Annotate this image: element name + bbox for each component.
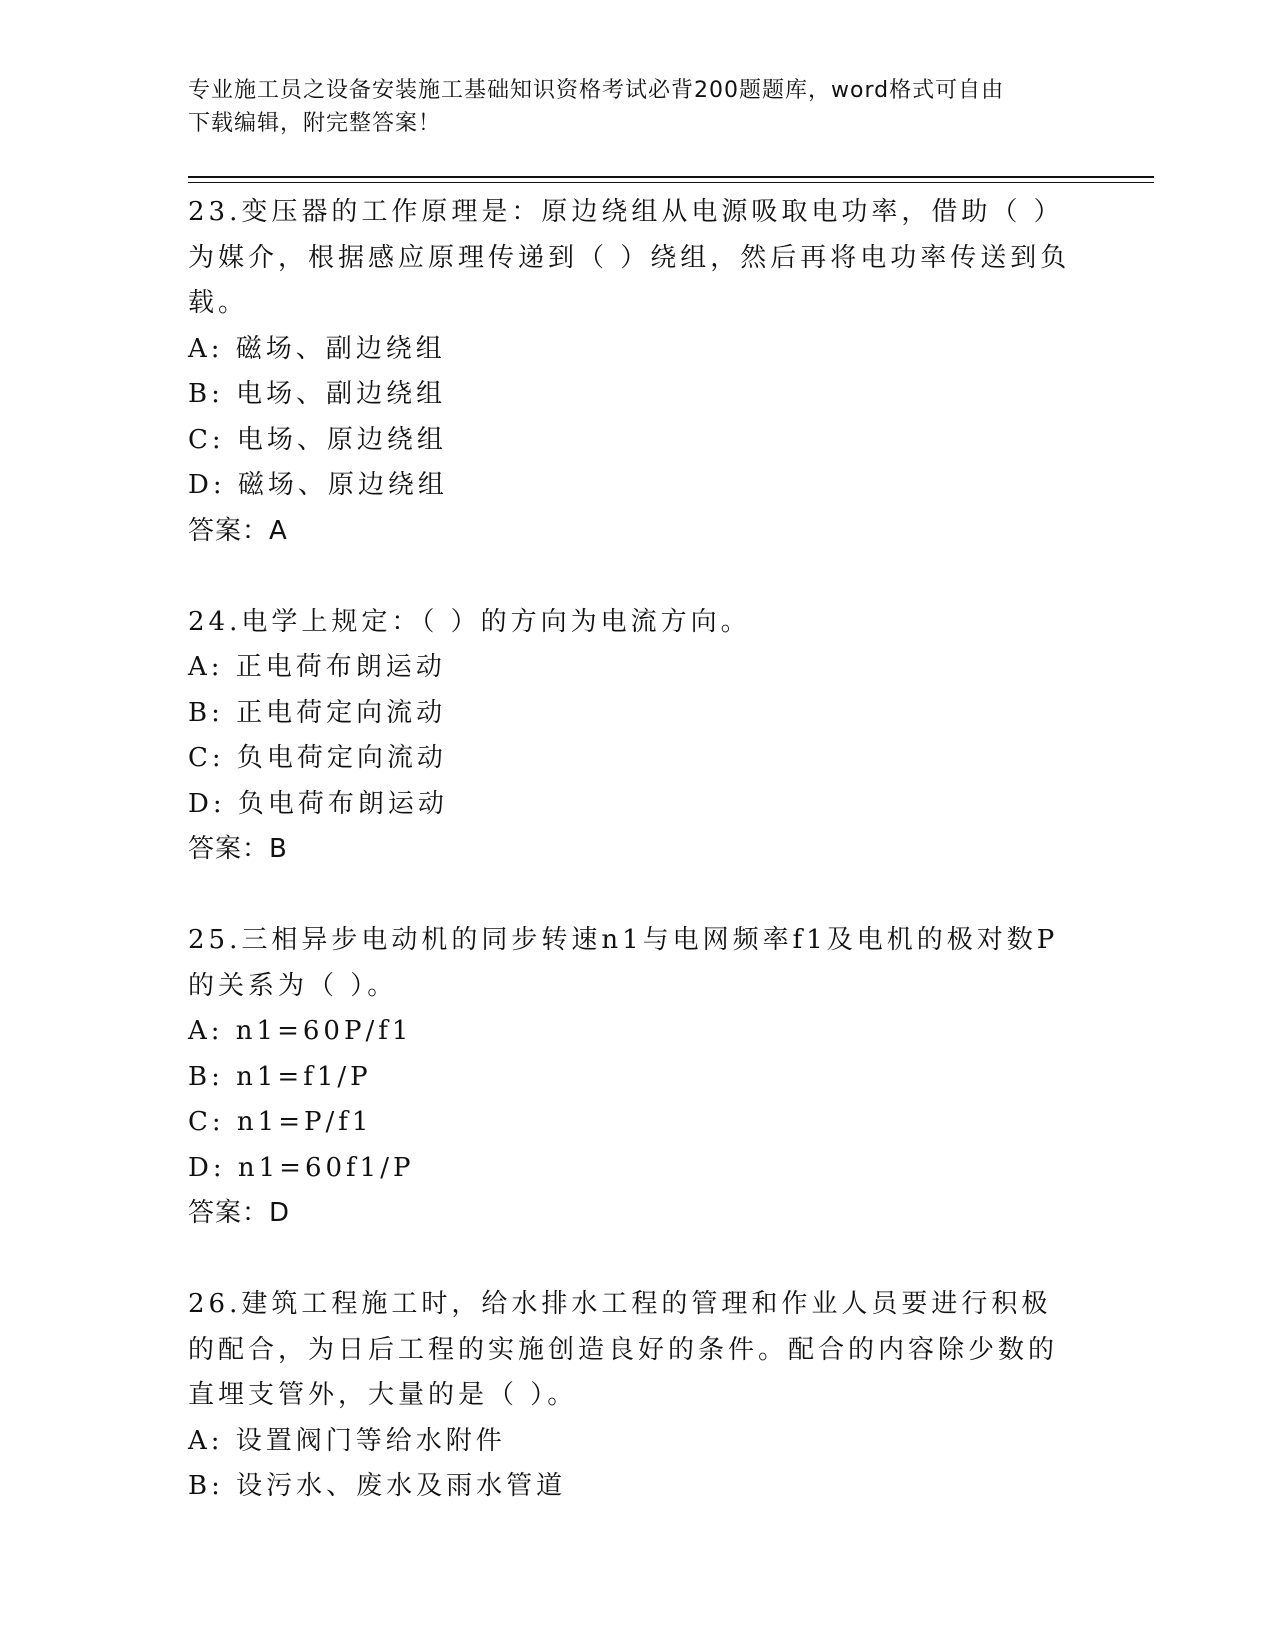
option-d: D: 负电荷布朗运动 (188, 788, 448, 819)
option-a: A: n1=60P/f1 (188, 1016, 413, 1046)
header-line-1: 专业施工员之设备安装施工基础知识资格考试必背200题题库，word格式可自由 (188, 78, 1005, 103)
question-text: 24.电学上规定：（ ）的方向为电流方向。 (188, 606, 751, 637)
answer-line: 答案：A (188, 515, 288, 546)
option-d: D: n1=60f1/P (188, 1152, 415, 1183)
option-b: B: n1=f1/P (188, 1061, 372, 1092)
question-text: 23.变压器的工作原理是：原边绕组从电源吸取电功率，借助（ ）为媒介，根据感应原理传递到（ ）绕组，然后再将电功率传送到负载。 (188, 197, 1071, 318)
option-a: A: 磁场、副边绕组 (188, 333, 446, 364)
header-line-2: 下载编辑，附完整答案！ (188, 111, 442, 136)
question-spacer (188, 873, 1078, 919)
option-b: B: 设污水、废水及雨水管道 (188, 1471, 567, 1501)
question-24 (188, 600, 1078, 873)
option-c: C: n1=P/f1 (188, 1107, 373, 1137)
question-text: 26.建筑工程施工时，给水排水工程的管理和作业人员要进行积极的配合，为日后工程的实施创造良好的条件。配合的内容除少数的直埋支管外，大量的是（ ）。 (188, 1289, 1059, 1410)
answer-line: 答案：B (188, 834, 288, 864)
option-c: C: 负电荷定向流动 (188, 743, 447, 773)
header-divider-thick (188, 176, 1154, 178)
question-23 (188, 190, 1078, 554)
question-text: 25.三相异步电动机的同步转速n1与电网频率f1及电机的极对数P的关系为（ ）。 (188, 925, 1059, 1001)
option-b: B: 正电荷定向流动 (188, 697, 447, 728)
document-header (188, 74, 1088, 140)
option-b: B: 电场、副边绕组 (188, 379, 447, 409)
option-c: C: 电场、原边绕组 (188, 424, 447, 455)
question-spacer (188, 554, 1078, 600)
answer-line: 答案：D (188, 1198, 291, 1228)
question-spacer (188, 1237, 1078, 1283)
question-26 (188, 1282, 1078, 1510)
option-d: D: 磁场、原边绕组 (188, 470, 448, 500)
option-a: A: 设置阀门等给水附件 (188, 1425, 506, 1456)
option-a: A: 正电荷布朗运动 (188, 652, 446, 682)
question-25 (188, 918, 1078, 1237)
question-list (188, 190, 1078, 1510)
header-divider-thin (188, 182, 1154, 183)
